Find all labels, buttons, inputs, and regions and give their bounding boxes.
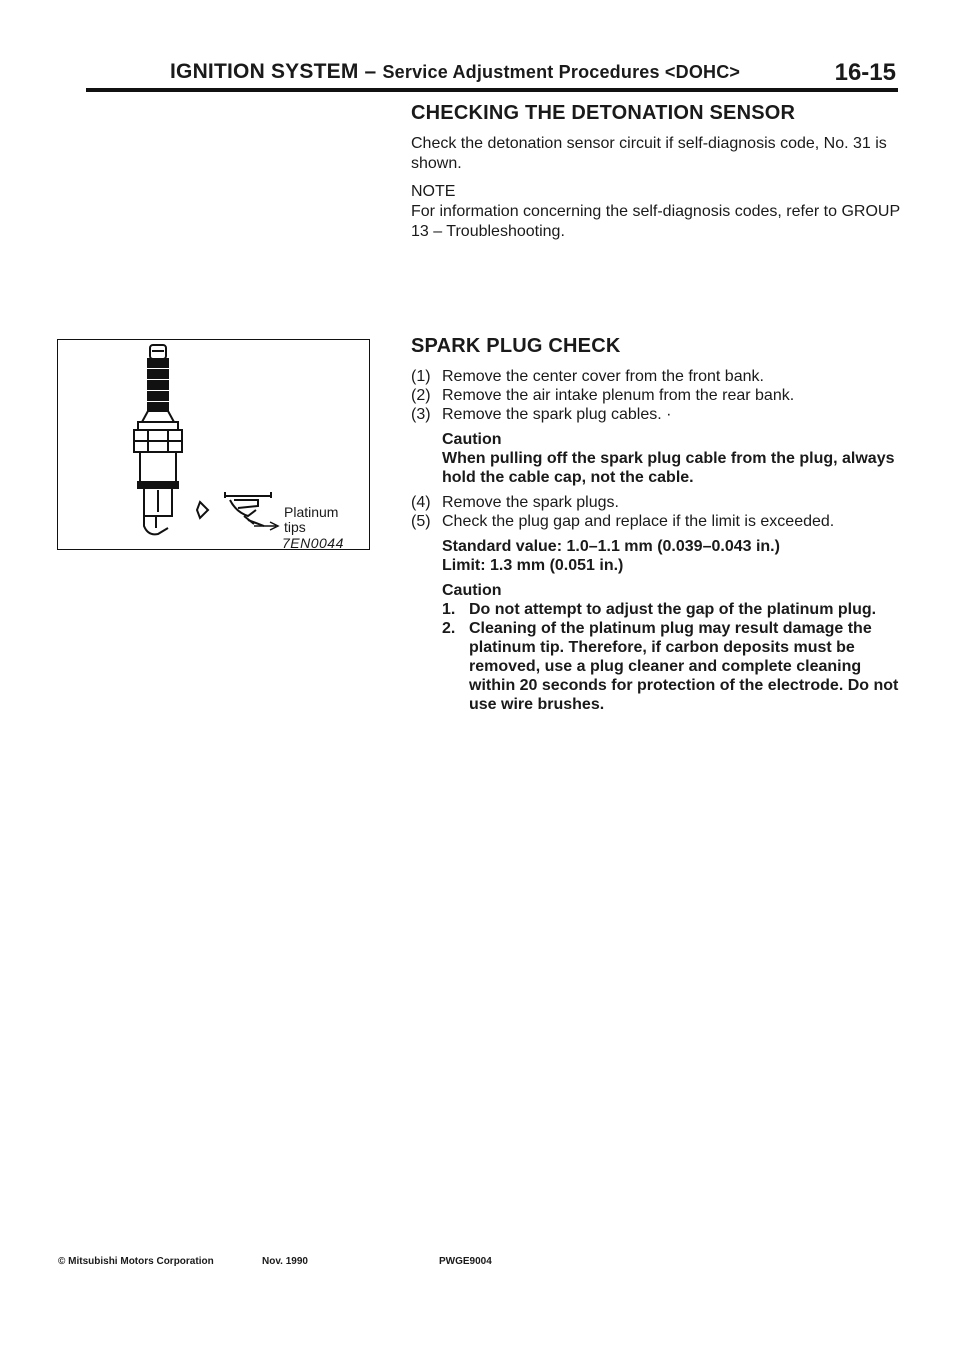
steps-list-b	[411, 493, 901, 531]
caution-item-text: Cleaning of the platinum plug may result damage the platinum tip. Therefore, if carbon deposits must be removed, use a plug cleaner and complete cleaning within 20 seconds for protection of the electrode. Do not use wire brushes.	[469, 620, 899, 713]
page-header	[168, 60, 898, 90]
header-rule	[86, 88, 898, 92]
step-text: Remove the spark plug cables. ·	[442, 406, 672, 423]
caution-number: 1.	[442, 601, 456, 618]
steps-list-a	[411, 367, 901, 424]
caution-number: 2.	[442, 620, 456, 637]
list-item	[411, 493, 901, 512]
caution-text: When pulling off the spark plug cable from the plug, always hold the cable cap, not the cable.	[442, 450, 895, 486]
note-label: NOTE	[411, 183, 456, 200]
caution-block-1	[411, 430, 901, 487]
header-title-main: IGNITION SYSTEM	[170, 60, 359, 83]
header-title	[170, 60, 740, 84]
figure-label-tips: tips	[284, 519, 306, 535]
caution-block-2	[411, 581, 901, 714]
footer-code: PWGE9004	[439, 1256, 492, 1267]
spec-block	[411, 537, 901, 575]
step-text: Remove the center cover from the front bank.	[442, 368, 764, 385]
section-text: Check the detonation sensor circuit if self-diagnosis code, No. 31 is shown.	[411, 135, 887, 172]
note-text: For information concerning the self-diagnosis codes, refer to GROUP 13 – Troubleshooting.	[411, 203, 900, 240]
caution-label: Caution	[442, 582, 502, 599]
step-text: Check the plug gap and replace if the limit is exceeded.	[442, 513, 835, 530]
footer-date: Nov. 1990	[262, 1256, 308, 1267]
section-title: CHECKING THE DETONATION SENSOR	[411, 102, 796, 124]
section-title: SPARK PLUG CHECK	[411, 335, 621, 357]
header-title-dash: –	[358, 60, 383, 83]
list-item	[411, 512, 901, 531]
standard-value: Standard value: 1.0–1.1 mm (0.039–0.043 in.)	[442, 538, 780, 555]
figure-label-platinum: Platinum	[284, 504, 339, 520]
spark-plug-figure	[57, 339, 370, 550]
footer-copyright: © Mitsubishi Motors Corporation	[58, 1256, 214, 1267]
step-number: (2)	[411, 387, 431, 404]
step-number: (5)	[411, 513, 431, 530]
figure-code: 7EN0044	[282, 535, 344, 551]
caution-list	[442, 600, 901, 714]
section-spark-plug-check	[411, 335, 901, 720]
list-item	[411, 367, 901, 386]
step-text: Remove the air intake plenum from the rear bank.	[442, 387, 795, 404]
step-number: (1)	[411, 368, 431, 385]
page-number: 16-15	[834, 59, 896, 86]
header-title-sub: Service Adjustment Procedures <DOHC>	[382, 62, 741, 82]
caution-label: Caution	[442, 431, 502, 448]
list-item	[411, 405, 901, 424]
step-number: (3)	[411, 406, 431, 423]
caution-item-text: Do not attempt to adjust the gap of the platinum plug.	[469, 601, 877, 618]
step-text: Remove the spark plugs.	[442, 494, 619, 511]
list-item	[411, 386, 901, 405]
list-item	[442, 619, 901, 714]
section-detonation-sensor	[411, 102, 901, 250]
step-number: (4)	[411, 494, 431, 511]
list-item	[442, 600, 901, 619]
limit-value: Limit: 1.3 mm (0.051 in.)	[442, 557, 624, 574]
